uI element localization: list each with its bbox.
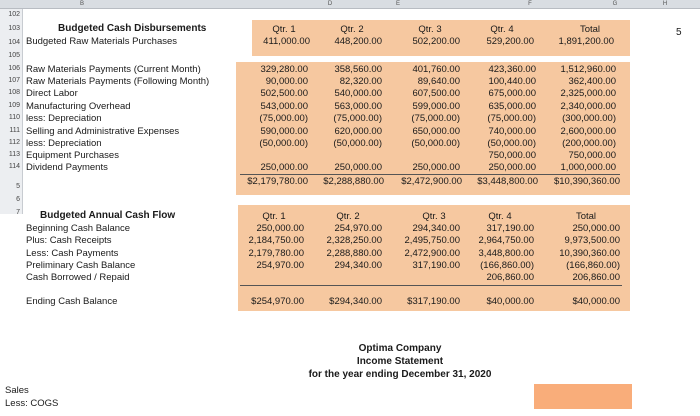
cell[interactable]: 740,000.00 xyxy=(488,126,536,137)
row-number[interactable]: 103 xyxy=(8,25,20,32)
cell[interactable]: 254,970.00 xyxy=(334,223,382,234)
ending-cell[interactable]: $294,340.00 xyxy=(329,296,382,307)
column-header-f[interactable]: F xyxy=(528,1,532,7)
cell[interactable]: 2,328,250.00 xyxy=(326,235,382,246)
cell[interactable]: 2,184,750.00 xyxy=(248,235,304,246)
row-number[interactable]: 105 xyxy=(8,52,20,59)
cashflow-title: Budgeted Annual Cash Flow xyxy=(40,210,176,221)
column-header-e[interactable]: E xyxy=(395,1,400,7)
header-qtr3: Qtr. 3 xyxy=(422,211,446,222)
company-name: Optima Company xyxy=(358,343,442,354)
row-label: Beginning Cash Balance xyxy=(26,223,131,234)
side-number: 5 xyxy=(676,27,682,38)
row-number[interactable]: 109 xyxy=(8,102,20,109)
cell[interactable]: 250,000.00 xyxy=(256,223,304,234)
purchases-label: Budgeted Raw Materials Purchases xyxy=(26,36,178,47)
cell[interactable]: 294,340.00 xyxy=(412,223,460,234)
sales-label: Sales xyxy=(5,385,29,396)
purchases-qtr1[interactable]: 411,000.00 xyxy=(263,36,310,47)
cell[interactable]: (50,000.00) xyxy=(487,138,536,149)
cell[interactable]: (50,000.00) xyxy=(333,138,382,149)
purchases-qtr3[interactable]: 502,200.00 xyxy=(412,36,460,47)
total-cell[interactable]: $3,448,800.00 xyxy=(477,176,538,187)
row-number[interactable]: 5 xyxy=(16,183,20,190)
disbursements-title: Budgeted Cash Disbursements xyxy=(58,23,207,34)
row-number[interactable]: 102 xyxy=(8,11,20,18)
row-number[interactable]: 6 xyxy=(16,196,20,203)
cell[interactable]: 2,288,880.00 xyxy=(326,248,382,259)
cell[interactable]: 502,500.00 xyxy=(260,88,308,99)
statement-period: for the year ending December 31, 2020 xyxy=(308,369,492,380)
cell[interactable]: 607,500.00 xyxy=(412,88,460,99)
header-qtr4: Qtr. 4 xyxy=(490,24,514,35)
cell[interactable]: (75,000.00) xyxy=(487,113,536,124)
cell[interactable]: (50,000.00) xyxy=(259,138,308,149)
cell[interactable]: 206,860.00 xyxy=(572,272,620,283)
header-total: Total xyxy=(579,24,601,35)
cell[interactable]: 250,000.00 xyxy=(488,162,536,173)
cell[interactable]: (75,000.00) xyxy=(259,113,308,124)
row-label: less: Depreciation xyxy=(26,113,102,124)
cell[interactable]: 423,360.00 xyxy=(488,64,536,75)
row-label: Manufacturing Overhead xyxy=(26,101,131,112)
row-label: less: Depreciation xyxy=(26,138,102,149)
column-header-h[interactable]: H xyxy=(662,1,668,7)
row-number[interactable]: 113 xyxy=(8,151,20,158)
cell[interactable]: 9,973,500.00 xyxy=(564,235,620,246)
row-label: Less: Cash Payments xyxy=(26,248,119,259)
cell[interactable]: 543,000.00 xyxy=(260,101,308,112)
total-cell[interactable]: $2,179,780.00 xyxy=(247,176,308,187)
cell[interactable]: 1,000,000.00 xyxy=(560,162,616,173)
row-number[interactable]: 107 xyxy=(8,77,20,84)
row-number[interactable]: 111 xyxy=(9,127,20,134)
cell[interactable]: 590,000.00 xyxy=(260,126,308,137)
cell[interactable]: (75,000.00) xyxy=(333,113,382,124)
ending-cell[interactable]: $40,000.00 xyxy=(486,296,534,307)
header-qtr2: Qtr. 2 xyxy=(336,211,360,222)
cell[interactable]: 401,760.00 xyxy=(412,64,460,75)
row-number[interactable]: 7 xyxy=(16,209,20,216)
cashflow-divider xyxy=(240,285,622,286)
cell[interactable]: 2,600,000.00 xyxy=(560,126,616,137)
cell[interactable]: (50,000.00) xyxy=(411,138,460,149)
cell[interactable]: 358,560.00 xyxy=(334,64,382,75)
row-label: Dividend Payments xyxy=(26,162,108,173)
ending-cell[interactable]: $254,970.00 xyxy=(251,296,304,307)
cell[interactable]: 294,340.00 xyxy=(334,260,382,271)
cell[interactable]: 2,325,000.00 xyxy=(560,88,616,99)
cell[interactable]: 540,000.00 xyxy=(334,88,382,99)
row-label: Equipment Purchases xyxy=(26,150,119,161)
cell[interactable]: 82,320.00 xyxy=(339,76,382,87)
row-label: Raw Materials Payments (Current Month) xyxy=(26,64,201,75)
header-total: Total xyxy=(575,211,597,222)
cell[interactable]: 620,000.00 xyxy=(334,126,382,137)
cell[interactable]: 3,448,800.00 xyxy=(478,248,534,259)
ending-cell[interactable]: $317,190.00 xyxy=(407,296,460,307)
total-cell[interactable]: $2,288,880.00 xyxy=(323,176,384,187)
cell[interactable]: 599,000.00 xyxy=(412,101,460,112)
row-label: Plus: Cash Receipts xyxy=(26,235,112,246)
cell[interactable]: 100,440.00 xyxy=(488,76,536,87)
row-number[interactable]: 112 xyxy=(8,139,20,146)
purchases-total[interactable]: 1,891,200.00 xyxy=(558,36,614,47)
cogs-label: Less: COGS xyxy=(5,398,59,409)
cell[interactable]: (166,860.00) xyxy=(480,260,534,271)
cell[interactable]: 254,970.00 xyxy=(256,260,304,271)
cell[interactable]: 329,280.00 xyxy=(260,64,308,75)
cell[interactable]: 250,000.00 xyxy=(260,162,308,173)
header-qtr3: Qtr. 3 xyxy=(418,24,442,35)
header-qtr1: Qtr. 1 xyxy=(272,24,296,35)
cell[interactable]: 2,964,750.00 xyxy=(478,235,534,246)
cell[interactable]: 250,000.00 xyxy=(412,162,460,173)
row-label: Ending Cash Balance xyxy=(26,296,118,307)
cell[interactable]: 2,179,780.00 xyxy=(248,248,304,259)
column-header-bar xyxy=(0,0,700,9)
row-label: Preliminary Cash Balance xyxy=(26,260,136,271)
cell[interactable]: (300,000.00) xyxy=(562,113,616,124)
cell[interactable]: 250,000.00 xyxy=(572,223,620,234)
row-number[interactable]: 108 xyxy=(8,89,20,96)
row-number[interactable]: 104 xyxy=(8,39,20,46)
cell[interactable]: 1,512,960.00 xyxy=(560,64,616,75)
row-number[interactable]: 110 xyxy=(8,114,20,121)
row-label: Raw Materials Payments (Following Month) xyxy=(26,76,210,87)
sales-total-cell[interactable] xyxy=(534,384,632,409)
cell[interactable]: 90,000.00 xyxy=(265,76,308,87)
header-qtr4: Qtr. 4 xyxy=(488,211,512,222)
ending-cell[interactable]: $40,000.00 xyxy=(572,296,620,307)
row-label: Selling and Administrative Expenses xyxy=(26,126,180,137)
cell[interactable]: 206,860.00 xyxy=(486,272,534,283)
cell[interactable]: (200,000.00) xyxy=(562,138,616,149)
cell[interactable]: 10,390,360.00 xyxy=(559,248,620,259)
header-qtr2: Qtr. 2 xyxy=(340,24,364,35)
row-label: Cash Borrowed / Repaid xyxy=(26,272,130,283)
cell[interactable]: 317,190.00 xyxy=(486,223,534,234)
column-header-d[interactable]: D xyxy=(327,1,333,7)
cell[interactable]: 362,400.00 xyxy=(568,76,616,87)
row-number[interactable]: 114 xyxy=(8,163,20,170)
cell[interactable]: 750,000.00 xyxy=(568,150,616,161)
cell[interactable]: 2,495,750.00 xyxy=(404,235,460,246)
header-qtr1: Qtr. 1 xyxy=(262,211,286,222)
cell[interactable]: (75,000.00) xyxy=(411,113,460,124)
cell[interactable]: (166,860.00) xyxy=(566,260,620,271)
cell[interactable]: 317,190.00 xyxy=(412,260,460,271)
cell[interactable]: 675,000.00 xyxy=(488,88,536,99)
cell[interactable]: 250,000.00 xyxy=(334,162,382,173)
total-divider xyxy=(240,174,620,175)
column-header-b[interactable]: B xyxy=(79,1,84,7)
cell[interactable]: 2,472,900.00 xyxy=(404,248,460,259)
cell[interactable]: 650,000.00 xyxy=(412,126,460,137)
cell[interactable]: 89,640.00 xyxy=(417,76,460,87)
purchases-qtr4[interactable]: 529,200.00 xyxy=(486,36,534,47)
statement-title: Income Statement xyxy=(356,356,444,367)
cell[interactable]: 635,000.00 xyxy=(488,101,536,112)
purchases-qtr2[interactable]: 448,200.00 xyxy=(334,36,382,47)
total-cell[interactable]: $2,472,900.00 xyxy=(401,176,462,187)
cell[interactable]: 2,340,000.00 xyxy=(560,101,616,112)
cell[interactable]: 563,000.00 xyxy=(334,101,382,112)
row-label: Direct Labor xyxy=(26,88,78,99)
total-cell[interactable]: $10,390,360.00 xyxy=(553,176,620,187)
row-number[interactable]: 106 xyxy=(8,65,20,72)
column-header-g[interactable]: G xyxy=(612,1,618,7)
cell[interactable]: 750,000.00 xyxy=(488,150,536,161)
